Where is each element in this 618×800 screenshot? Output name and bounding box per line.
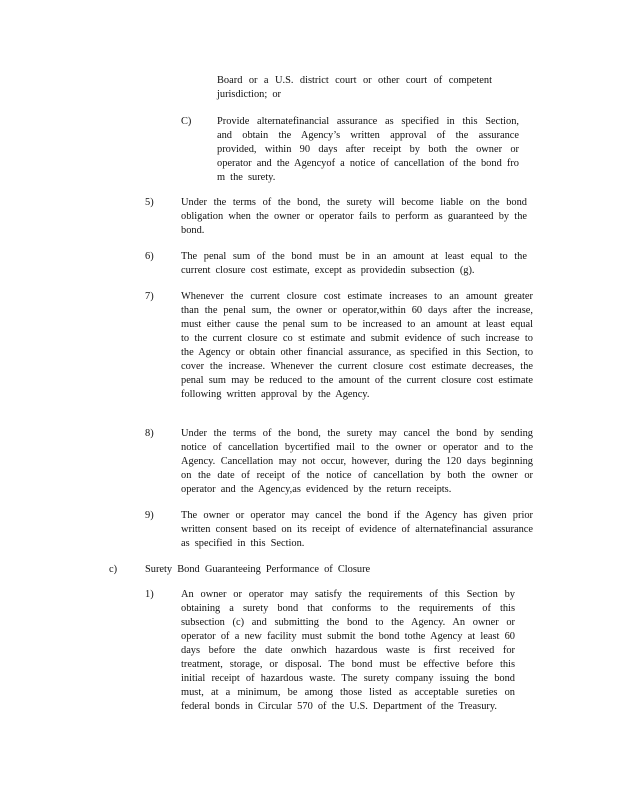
item-8-text: Under the terms of the bond, the surety may cancel the bond by sending notice of cancellation bycertified mail to the owner or operator and to the Agency. Cancellation may not occur, however, during the 120 days beginning on the date of receipt of the notice of cancellation by both the owner or operator and the Agency,as evidenced by the return receipts. (181, 428, 533, 495)
item-8-label: 8) (145, 428, 154, 439)
item-5-text: Under the terms of the bond, the surety will become liable on the bond obligation when the owner or operator fails to perform as guaranteed by the bond. (181, 197, 527, 236)
item-5-label: 5) (145, 197, 154, 208)
item-9-label: 9) (145, 510, 154, 521)
section-c-label: c) (109, 564, 118, 575)
item-9-text: The owner or operator may cancel the bond if the Agency has given prior written consent based on its receipt of evidence of alternatefinancial assurance as specified in this Section. (181, 510, 533, 549)
item-c-upper-text: Provide alternatefinancial assurance as specified in this Section, and obtain the Agency’s written approval of the assurance provided, within 90 days after receipt by both the owner or operator and the Agencyof a notice of cancellation of the bond fro m the surety. (217, 116, 519, 183)
item-6-label: 6) (145, 251, 154, 262)
item-7-text: Whenever the current closure cost estimate increases to an amount greater than the penal sum, the owner or operator,within 60 days after the increase, must either cause the penal sum to be increased to an amount at least equal to the current closure co st estimate and submit evidence of such increase to the Agency or obtain other financial assurance, as specified in this Section, to cover the increase. Whenever the current closure cost estimate decreases, the penal sum may be reduced to the amount of the current closure cost estimate following written approval by the Agency. (181, 291, 534, 400)
item-b-continuation: Board or a U.S. district court or other court of competent jurisdiction; or (217, 75, 492, 100)
item-7-label: 7) (145, 291, 154, 302)
item-c-upper-label: C) (181, 116, 192, 127)
item-c1-text: An owner or operator may satisfy the requirements of this Section by obtaining a surety bond that conforms to the requirements of this subsection (c) and submitting the bond to the Agency. An owner or operator of a new facility must submit the bond tothe Agency at least 60 days before the date onwhich hazardous waste is first received for treatment, storage, or disposal. The bond must be effective before this initial receipt of hazardous waste. The surety company issuing the bond must, at a minimum, be among those listed as acceptable sureties on federal bonds in Circular 570 of the U.S. Department of the Treasury. (181, 589, 515, 712)
section-c-heading: Surety Bond Guaranteeing Performance of Closure (145, 564, 371, 575)
item-c1-label: 1) (145, 589, 154, 600)
item-6-text: The penal sum of the bond must be in an amount at least equal to the current closure cost estimate, except as providedin subsection (g). (181, 251, 527, 276)
